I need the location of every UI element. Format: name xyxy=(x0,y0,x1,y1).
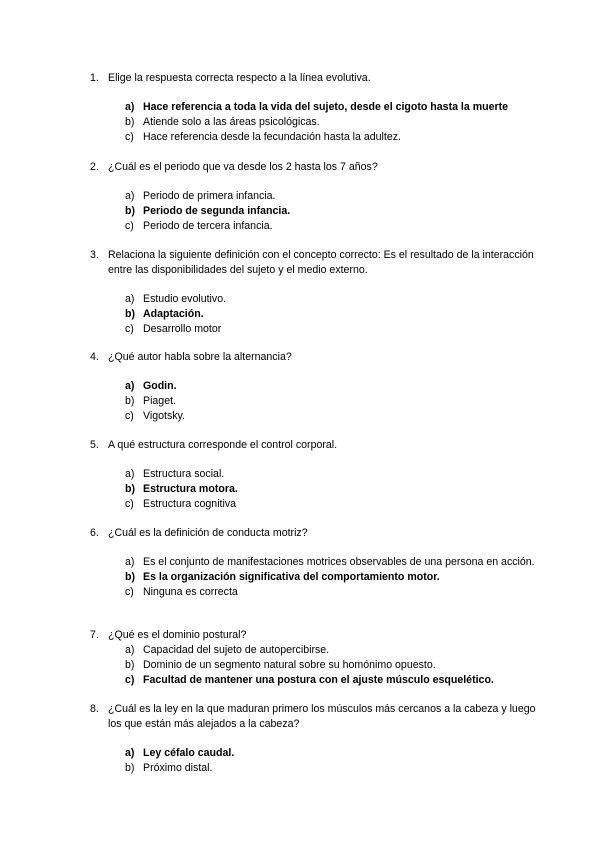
options-list xyxy=(125,467,540,512)
option-text: Piaget. xyxy=(143,395,176,407)
question-number: 2. xyxy=(90,161,99,173)
question-number: 6. xyxy=(90,527,99,539)
option-letter: b) xyxy=(125,762,135,774)
option-b xyxy=(125,482,540,497)
option-letter: c) xyxy=(125,323,134,335)
question-number: 7. xyxy=(90,629,99,641)
option-a xyxy=(125,379,540,394)
option-text: Periodo de segunda infancia. xyxy=(143,205,291,217)
option-letter: c) xyxy=(125,498,134,510)
option-letter: a) xyxy=(125,293,135,305)
option-c xyxy=(125,409,540,424)
option-b xyxy=(125,394,540,409)
option-text: Adaptación. xyxy=(143,308,204,320)
option-letter: b) xyxy=(125,483,135,495)
option-text: Desarrollo motor xyxy=(143,323,222,335)
question-2 xyxy=(90,160,540,234)
question-4 xyxy=(90,350,540,424)
option-text: Atiende solo a las áreas psicológicas. xyxy=(143,116,320,128)
question-number: 3. xyxy=(90,249,99,261)
question-1 xyxy=(90,71,540,145)
question-text: A qué estructura corresponde el control corporal. xyxy=(108,439,338,451)
question-number: 5. xyxy=(90,439,99,451)
option-b xyxy=(125,115,540,130)
option-letter: a) xyxy=(125,468,135,480)
option-b xyxy=(125,761,540,776)
option-text: Estructura social. xyxy=(143,468,225,480)
option-text: Estructura motora. xyxy=(143,483,238,495)
option-text: Estudio evolutivo. xyxy=(143,293,227,305)
option-c xyxy=(125,130,540,145)
question-text: ¿Cuál es la ley en la que maduran primero los músculos más cercanos a la cabeza y luego los que están más alejados a la cabeza? xyxy=(108,703,536,730)
option-a xyxy=(125,292,540,307)
option-text: Capacidad del sujeto de autopercibirse. xyxy=(143,644,330,656)
option-text: Vigotsky. xyxy=(143,410,186,422)
options-list xyxy=(125,189,540,234)
option-text: Periodo de tercera infancia. xyxy=(143,220,273,232)
question-text: ¿Cuál es el periodo que va desde los 2 hasta los 7 años? xyxy=(108,161,378,173)
option-letter: b) xyxy=(125,395,135,407)
option-c xyxy=(125,673,540,688)
option-text: Hace referencia desde la fecundación hasta la adultez. xyxy=(143,131,401,143)
option-c xyxy=(125,322,540,337)
option-b xyxy=(125,570,540,585)
option-text: Ninguna es correcta xyxy=(143,586,238,598)
option-a xyxy=(125,467,540,482)
question-text: Elige la respuesta correcta respecto a la línea evolutiva. xyxy=(108,72,371,84)
option-text: Próximo distal. xyxy=(143,762,213,774)
option-letter: a) xyxy=(125,556,135,568)
option-c xyxy=(125,497,540,512)
option-c xyxy=(125,219,540,234)
option-letter: c) xyxy=(125,131,134,143)
option-letter: c) xyxy=(125,674,135,686)
option-text: Es el conjunto de manifestaciones motrices observables de una persona en acción. xyxy=(143,556,535,568)
option-a xyxy=(125,746,540,761)
option-letter: a) xyxy=(125,101,135,113)
options-list xyxy=(125,746,540,776)
question-6 xyxy=(90,526,540,600)
option-letter: a) xyxy=(125,380,135,392)
option-letter: b) xyxy=(125,571,135,583)
options-list xyxy=(125,643,540,688)
option-letter: b) xyxy=(125,205,135,217)
option-a xyxy=(125,100,540,115)
question-text: Relaciona la siguiente definición con el concepto correcto: Es el resultado de la interacción entre las disponibilidades del sujeto y el medio externo. xyxy=(108,249,534,276)
option-text: Dominio de un segmento natural sobre su homónimo opuesto. xyxy=(143,659,436,671)
question-number: 4. xyxy=(90,351,99,363)
options-list xyxy=(125,292,540,337)
option-text: Ley céfalo caudal. xyxy=(143,747,235,759)
option-letter: a) xyxy=(125,747,135,759)
option-text: Estructura cognitiva xyxy=(143,498,237,510)
option-c xyxy=(125,585,540,600)
question-5 xyxy=(90,438,540,512)
option-b xyxy=(125,658,540,673)
options-list xyxy=(125,100,540,145)
option-text: Hace referencia a toda la vida del sujeto, desde el cigoto hasta la muerte xyxy=(143,101,509,113)
option-letter: b) xyxy=(125,308,135,320)
option-text: Godin. xyxy=(143,380,177,392)
option-letter: a) xyxy=(125,644,135,656)
question-number: 8. xyxy=(90,703,99,715)
option-a xyxy=(125,555,540,570)
option-letter: c) xyxy=(125,410,134,422)
options-list xyxy=(125,555,540,600)
option-letter: b) xyxy=(125,659,135,671)
question-number: 1. xyxy=(90,72,99,84)
option-text: Es la organización significativa del comportamiento motor. xyxy=(143,571,440,583)
question-8 xyxy=(90,702,540,776)
options-list xyxy=(125,379,540,424)
option-letter: a) xyxy=(125,190,135,202)
question-3 xyxy=(90,248,540,337)
option-text: Periodo de primera infancia. xyxy=(143,190,276,202)
option-letter: c) xyxy=(125,220,134,232)
option-a xyxy=(125,189,540,204)
question-7 xyxy=(90,628,540,688)
option-letter: c) xyxy=(125,586,134,598)
question-text: ¿Qué autor habla sobre la alternancia? xyxy=(108,351,292,363)
option-a xyxy=(125,643,540,658)
option-letter: b) xyxy=(125,116,135,128)
question-text: ¿Cuál es la definición de conducta motriz? xyxy=(108,527,308,539)
option-text: Facultad de mantener una postura con el ajuste músculo esquelético. xyxy=(143,674,494,686)
option-b xyxy=(125,204,540,219)
question-text: ¿Qué es el dominio postural? xyxy=(108,629,247,641)
option-b xyxy=(125,307,540,322)
